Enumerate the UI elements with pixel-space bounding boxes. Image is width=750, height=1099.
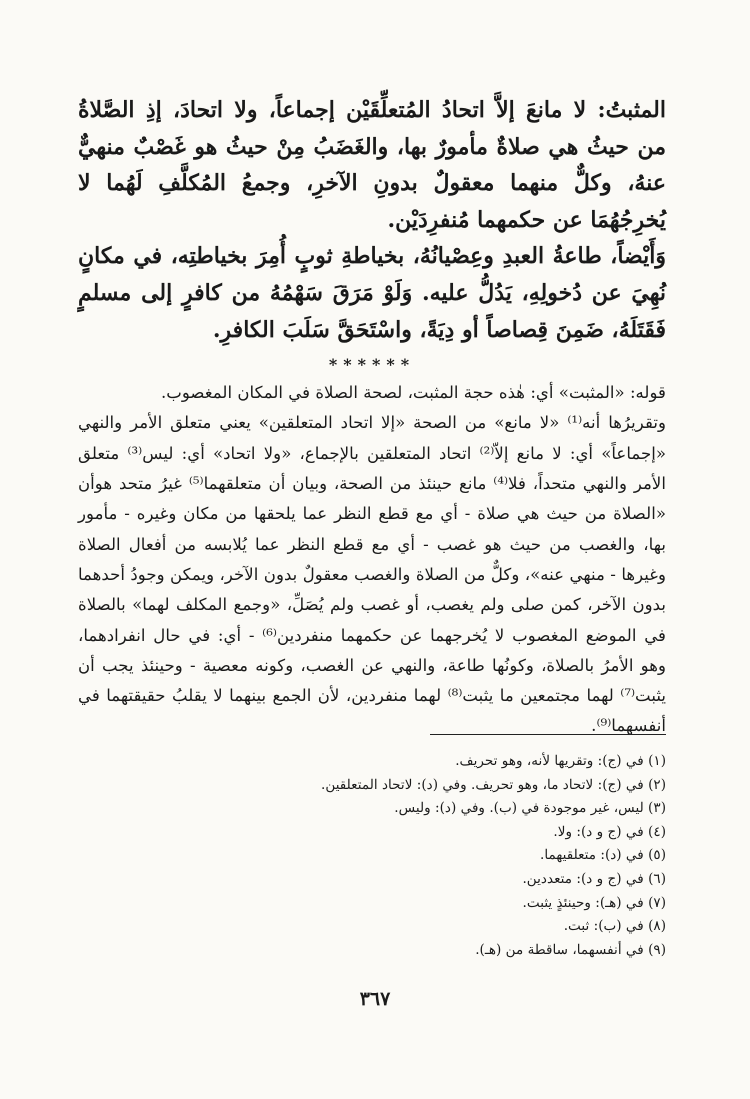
- commentary-paragraph-1: قوله: «المثبت» أي: هٰذه حجة المثبت، لصحة الصلاة في المكان المغصوب.: [160, 383, 666, 403]
- commentary-text: [78, 378, 666, 742]
- page-number: ٣٦٧: [359, 988, 391, 1010]
- footnotes: [78, 750, 666, 962]
- footnote-7: (٧) في (هـ): وحينئذٍ يثبت.: [522, 894, 666, 911]
- footnote-8: (٨) في (ب): ثبت.: [563, 918, 666, 935]
- main-text-paragraph-1: المثبتُ: لا مانعَ إلاَّ اتحادُ المُتعلِّقَيْن إجماعاً، ولا اتحادَ، إذِ الصَّلاةُ من حيثُ هي صلاةٌ مأمورٌ بها، والغَضَبُ مِنْ حيثُ هو غَصْبٌ منهيٌّ عنهُ، وكلٌّ منهما معقولٌ بدونِ الآخرِ، وجمعُ المُكلَّفِ لَهُما لا يُخرِجُهُمَا عن حكمهما مُنفرِدَيْن.: [78, 97, 666, 233]
- section-separator: ******: [328, 355, 416, 375]
- footnote-1: (١) في (ج): وتقريها لأنه، وهو تحريف.: [455, 753, 666, 769]
- main-text-paragraph-2: وَأَيْضاً، طاعةُ العبدِ وعِصْيانُهُ، بخياطةِ ثوبٍ أُمِرَ بخياطتِه، في مكانٍ نُهِيَ عن دُخولِهِ، يَدُلُّ عليه. وَلَوْ مَرَقَ سَهْمُهُ من كافرٍ إلى مسلمٍ فَقَتَلَهُ، ضَمِنَ قِصاصاً أو دِيَةً، واسْتَحَقَّ سَلَبَ الكافرِ.: [78, 243, 666, 343]
- footnote-9: (٩) في أنفسهما، ساقطة من (هـ).: [475, 941, 666, 958]
- footnote-4: (٤) في (ج و د): ولا.: [553, 823, 666, 840]
- footnote-2: (٢) في (ج): لاتحاد ما، وهو تحريف. وفي (د): لاتحاد المتعلقين.: [321, 776, 666, 793]
- footnote-3: (٣) ليس، غير موجودة في (ب). وفي (د): وليس.: [394, 800, 666, 817]
- footnote-6: (٦) في (ج و د): متعددين.: [522, 870, 666, 887]
- footnote-5: (٥) في (د): متعلقيهما.: [540, 847, 666, 864]
- commentary-paragraph-2: وتقريرُها أنه⁽¹⁾ «لا مانع» من الصحة «إلا اتحاد المتعلقين» يعني متعلق الأمر والنهي «إجماعاً» أي: لا مانع إلاّ⁽²⁾ اتحاد المتعلقين بالإجماع، «ولا اتحاد» أي: ليس⁽³⁾ متعلق الأمر والنهي متحداً، فلا⁽⁴⁾ مانع حينئذ من الصحة، وبيان أن متعلقهما⁽⁵⁾ غيرُ متحد هوأن «الصلاة من حيث هي صلاة - أي مع قطع النظر عما يلحقها من مكان وغيره - مأمور بها، والغصب من حيث هو غصب - أي مع قطع النظر عما يُلابسه من أفعال الصلاة وغيرها - منهي عنه»، وكلٌّ من الصلاة والغصب معقولٌ بدون الآخر، ويمكن وجودُ أحدهما بدون الآخر، كمن صلى ولم يغصب، أو غصب ولم يُصَلِّ، «وجمع المكلف لهما» بالصلاة في الموضع المغصوب لا يُخرجهما عن حكمهما منفردين⁽⁶⁾ - أي: في حال انفرادهما، وهو الأمرُ بالصلاة، وكونُها طاعة، والنهي عن الغصب، وكونه معصية - وحينئذ يجب أن يثبت⁽⁷⁾ لهما مجتمعين ما يثبت⁽⁸⁾ لهما منفردين، لأن الجمع بينهما لا يقلبُ حقيقتهما في أنفسهما⁽⁹⁾.: [78, 413, 666, 736]
- main-text: [78, 92, 666, 348]
- footnote-divider: [430, 734, 666, 735]
- page-body: [78, 92, 666, 742]
